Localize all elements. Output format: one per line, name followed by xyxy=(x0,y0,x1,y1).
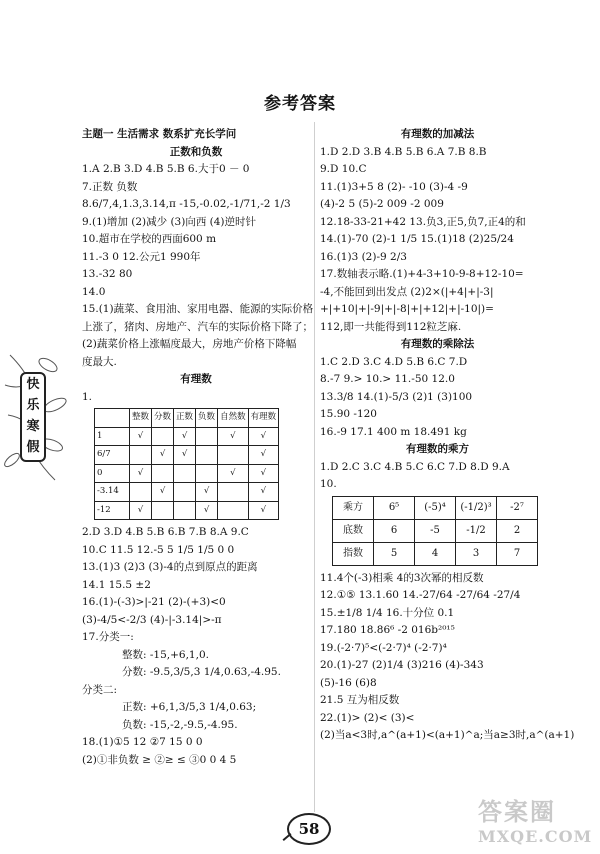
answer-line: 16.-9 17.1 400 m 18.491 kg xyxy=(320,425,467,438)
answer-line: 9.(1)增加 (2)减少 (3)向西 (4)逆时针 xyxy=(82,215,257,228)
answer-line: 12.18-33-21+42 13.负3,正5,负7,正4的和 xyxy=(320,215,526,228)
answer-line: 14.1 15.5 ±2 xyxy=(82,578,151,591)
theme-heading: 主题一 生活需求 数系扩充长学问 xyxy=(82,128,237,140)
answer-line: 13.(1)3 (2)3 (3)-4的点到原点的距离 xyxy=(82,561,258,573)
answer-line: 17.数轴表示略.(1)+4-3+10-9-8+12-10= xyxy=(320,268,524,280)
column-divider xyxy=(314,122,315,812)
answer-line: (5)-16 (6)8 xyxy=(320,676,377,689)
answer-line: 15.(1)蔬菜、食用油、家用电器、能源的实际价格 xyxy=(82,303,314,315)
power-table xyxy=(332,496,538,566)
answer-line: 分类二: xyxy=(82,683,118,696)
table-row: 指数 5 4 3 7 xyxy=(333,542,538,565)
answer-line: 度最大. xyxy=(82,355,117,368)
answer-line: 10.超市在学校的西面600 m xyxy=(82,233,217,245)
table-row: -12 √ √ √ xyxy=(95,501,279,520)
answer-line: 7.正数 负数 xyxy=(82,180,138,193)
answer-line: 10.C 11.5 12.-5 5 1/5 1/5 0 0 xyxy=(82,543,235,556)
answer-line: 16.(1)-(-3)>|-21 (2)-(+3)<0 xyxy=(82,596,226,608)
answer-line: 1.D 2.D 3.B 4.B 5.B 6.A 7.B 8.B xyxy=(320,145,487,158)
answer-line: 15.±1/8 1/4 16.十分位 0.1 xyxy=(320,606,455,619)
table-row: -3.14 √ √ √ xyxy=(95,483,279,502)
answer-line: 21.5 互为相反数 xyxy=(320,694,400,706)
right-column xyxy=(320,126,575,745)
answer-line: 上涨了，猪肉、房地产、汽车的实际价格下降了； xyxy=(82,320,313,333)
answer-line: +|+10|+|-9|+|-8|+|+12|+|-10|)= xyxy=(320,303,494,315)
watermark: 答案圈 MXQE.COM xyxy=(478,797,593,846)
answer-line: (3)-4/5<-2/3 (4)-|-3.14|>-π xyxy=(82,613,222,626)
section-heading: 有理数 xyxy=(180,373,212,385)
answer-line: 22.(1)> (2)< (3)< xyxy=(320,711,415,724)
table-row: 1 √ √ √ √ xyxy=(95,427,279,446)
answer-line: 14.(1)-70 (2)-1 1/5 15.(1)18 (2)25/24 xyxy=(320,233,514,245)
answer-line: (4)-2 5 (5)-2 009 -2 009 xyxy=(320,198,444,210)
answer-line: 11.(1)3+5 8 (2)- -10 (3)-4 -9 xyxy=(320,180,468,193)
answer-line: (2)①非负数 ≥ ②≥ ≤ ③0 0 4 5 xyxy=(82,753,237,766)
answer-line: 9.D 10.C xyxy=(320,163,367,175)
answer-line: 1.A 2.B 3.D 4.B 5.B 6.大于0 － 0 xyxy=(82,163,250,175)
left-column xyxy=(82,126,314,769)
table-header-row: 乘方 6⁵ (-5)⁴ (-1/2)³ -2⁷ xyxy=(333,496,538,519)
answer-line: 12.①⑤ 13.1.60 14.-27/64 -27/64 -27/4 xyxy=(320,589,521,601)
page-title: 参考答案 xyxy=(264,94,336,114)
answer-line: 14.0 xyxy=(82,285,106,298)
answer-line: 整数: -15,+6,1,0. xyxy=(122,648,209,661)
answer-line: 1.D 2.C 3.C 4.B 5.C 6.C 7.D 8.D 9.A xyxy=(320,460,510,473)
answer-line: 13.-32 80 xyxy=(82,268,133,280)
answer-line: 15.90 -120 xyxy=(320,408,377,420)
answer-line: 负数: -15,-2,-9.5,-4.95. xyxy=(122,718,238,731)
table-row: 底数 6 -5 -1/2 2 xyxy=(333,519,538,542)
answer-line: 17.分类一: xyxy=(82,631,134,643)
side-badge: 快 乐 寒 假 xyxy=(20,372,46,462)
section-heading: 正数和负数 xyxy=(169,145,223,158)
section-heading: 有理数的乘除法 xyxy=(400,338,475,350)
answer-line: 1.C 2.D 3.C 4.D 5.B 6.C 7.D xyxy=(320,355,468,368)
answer-line: 13.3/8 14.(1)-5/3 (2)1 (3)100 xyxy=(320,390,473,403)
answer-line: 11.4个(-3)相乘 4的3次幂的相反数 xyxy=(320,571,484,584)
table-row: 0 √ √ √ xyxy=(95,464,279,483)
section-heading: 有理数的乘方 xyxy=(406,443,469,455)
answer-line: 18.(1)①5 12 ②7 15 0 0 xyxy=(82,736,203,748)
answer-line: -4,不能回到出发点 (2)2×(|+4|+|-3| xyxy=(320,285,494,298)
answer-line: 8.6/7,4,1.3,3.14,π -15,-0.02,-1/71,-2 1/3 xyxy=(82,198,291,210)
answer-line: 11.-3 0 12.公元1 990年 xyxy=(82,250,201,263)
table-row: 6/7 √ √ √ xyxy=(95,446,279,465)
answer-line: 2.D 3.D 4.B 5.B 6.B 7.B 8.A 9.C xyxy=(82,526,249,538)
answer-line: 正数: +6,1,3/5,3 1/4,0.63; xyxy=(122,701,257,713)
answer-line: 19.(-2·7)⁵<(-2·7)⁴ (-2·7)⁴ xyxy=(320,641,447,654)
answer-line: 20.(1)-27 (2)1/4 (3)216 (4)-343 xyxy=(320,659,484,671)
answer-line: 112,即一共能得到112粒芝麻. xyxy=(320,320,462,333)
section-heading: 有理数的加减法 xyxy=(400,128,475,140)
answer-line: 1. xyxy=(82,390,93,403)
answer-line: (2)蔬菜价格上涨幅度最大，房地产价格下降幅 xyxy=(82,338,297,350)
answer-line: 分数: -9.5,3/5,3 1/4,0.63,-4.95. xyxy=(122,666,281,678)
answer-line: 10. xyxy=(320,478,337,490)
page-number: 58 xyxy=(287,813,331,845)
answer-line: (2)当a<3时,a^(a+1)<(a+1)^a;当a≥3时,a^(a+1) xyxy=(320,729,575,741)
answer-line: 16.(1)3 (2)-9 2/3 xyxy=(320,250,407,263)
answer-line: 8.-7 9.> 10.> 11.-50 12.0 xyxy=(320,373,455,385)
classification-table xyxy=(94,408,279,520)
table-header-row: 整数 分数 正数 负数 自然数 有理数 xyxy=(95,409,279,428)
answer-line: 17.180 18.86⁶ -2 016b²⁰¹⁵ xyxy=(320,624,455,636)
